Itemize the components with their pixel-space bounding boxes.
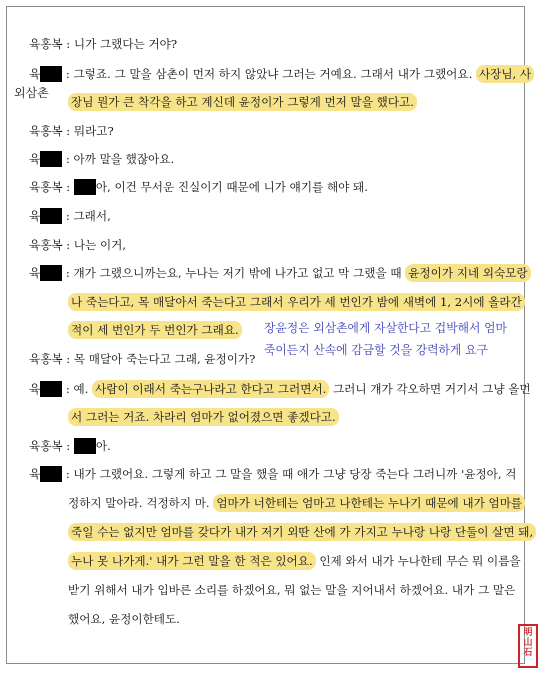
transcript-line (68, 294, 525, 310)
transcript-line (29, 36, 177, 52)
transcript-line (29, 179, 368, 195)
highlighted-text: 나 죽는다고, 목 매달아서 죽는다고 그래서 우리가 세 번인가 밤에 새벽에 1, 2시에 올라간 (68, 293, 525, 311)
line-text: : 그래서, (62, 209, 111, 223)
line-text: : 뭐라고? (62, 124, 114, 138)
highlighted-text: 사람이 이래서 죽는구나라고 한다고 그러면서. (92, 380, 329, 398)
speaker-label: 육홍복 (29, 124, 63, 138)
line-text: 아, 이건 무서운 진실이기 때문에 니가 얘기를 해야 돼. (95, 180, 368, 194)
line-text: : 목 매달아 죽는다고 그래, 윤정이가? (62, 352, 256, 366)
seal-stamp: 明 山 石 (518, 624, 538, 668)
line-text: : 예. (62, 382, 93, 396)
speaker-label: 육홍복 (29, 37, 63, 51)
line-text: : 걔가 그랬으니까는요, 누나는 저기 밖에 나가고 없고 막 그랬을 때 (62, 266, 406, 280)
speaker-label: 육홍복 (29, 238, 63, 252)
line-text: : (62, 439, 74, 453)
transcript-line (29, 381, 531, 397)
speaker-label: 육 (29, 382, 41, 396)
line-text: : 아까 말을 했잖아요. (62, 152, 175, 166)
line-text: : 그렇죠. 그 말을 삼촌이 먼저 하지 않았냐 그러는 거예요. 그래서 내가 그랬어요. (62, 67, 473, 81)
annotation-note (264, 317, 507, 361)
line-text: 아. (95, 439, 111, 453)
annotation-line: 죽이든지 산속에 감금할 것을 강력하게 요구 (264, 343, 488, 357)
speaker-label: 육 (29, 467, 41, 481)
transcript-line (68, 611, 180, 627)
transcript-line (29, 438, 111, 454)
line-text: 그러니 걔가 각오하면 거기서 그냥 올먼 (329, 382, 531, 396)
speaker-label: 육홍복 (29, 180, 63, 194)
transcript-line (68, 553, 521, 569)
transcript-line (29, 466, 516, 482)
transcript-line (29, 351, 255, 367)
transcript-line (29, 66, 534, 82)
transcript-line (68, 94, 417, 110)
line-text: 정하지 말아라. 걱정하지 마. (68, 496, 214, 510)
speaker-label: 육 (29, 266, 41, 280)
line-text: : 나는 이거, (62, 238, 127, 252)
redaction-box (40, 208, 62, 224)
redaction-box (40, 151, 62, 167)
transcript-line (29, 123, 114, 139)
highlighted-text: 적이 세 번인가 두 번인가 그래요. (68, 321, 242, 339)
redaction-box (74, 438, 96, 454)
speaker-label: 육 (29, 152, 41, 166)
redaction-box (40, 381, 62, 397)
redaction-box (74, 179, 96, 195)
speaker-label: 육 (29, 67, 41, 81)
transcript-line (29, 265, 531, 281)
transcript-line (29, 208, 111, 224)
transcript-line (29, 151, 174, 167)
line-text: 받기 위해서 내가 입바른 소리를 하겠어요, 뭐 없는 말을 지어내서 하겠어요. 내가 그 말은 (68, 583, 516, 597)
highlighted-text: 죽일 수는 없지만 엄마를 갖다가 내가 저기 외딴 산에 가 가지고 누나랑 나랑 단둘이 살면 돼, (68, 523, 536, 541)
annotation-line: 장윤정은 외삼촌에게 자살한다고 겁박해서 엄마 (264, 321, 507, 335)
transcript-line (29, 237, 126, 253)
highlighted-text: 사장님, 사 (476, 65, 534, 83)
speaker-label: 육홍복 (29, 439, 63, 453)
line-text: : (62, 180, 74, 194)
highlighted-text: 장님 뭔가 큰 착각을 하고 계신데 윤정이가 그렇게 먼저 말을 했다고. (68, 93, 417, 111)
transcript-line (68, 322, 242, 338)
redaction-box (40, 466, 62, 482)
line-text: : 니가 그랬다는 거야? (62, 37, 178, 51)
transcript-line (68, 524, 536, 540)
line-text: : 내가 그랬어요. 그렇게 하고 그 말을 했을 때 애가 그냥 당장 죽는다 그러니까 '윤정아, 걱 (62, 467, 517, 481)
speaker-label: 육홍복 (29, 352, 63, 366)
highlighted-text: 서 그러는 거죠. 차라리 엄마가 없어졌으면 좋겠다고. (68, 408, 339, 426)
highlighted-text: 윤정이가 지네 외숙모랑 (405, 264, 530, 282)
redaction-box (40, 66, 62, 82)
side-label: 외삼촌 (14, 86, 49, 100)
line-text: 했어요, 윤정이한테도. (68, 612, 180, 626)
redaction-box (40, 265, 62, 281)
line-text: 인제 와서 내가 누나한테 무슨 뭐 이름을 (315, 554, 521, 568)
speaker-label: 육 (29, 209, 41, 223)
highlighted-text: 누나 못 나가게.' 내가 그런 말을 한 적은 있어요. (68, 552, 316, 570)
transcript-line (68, 409, 339, 425)
transcript-line (68, 582, 515, 598)
transcript-line (68, 495, 525, 511)
highlighted-text: 엄마가 너한테는 엄마고 나한테는 누나기 때문에 내가 엄마를 (213, 494, 525, 512)
